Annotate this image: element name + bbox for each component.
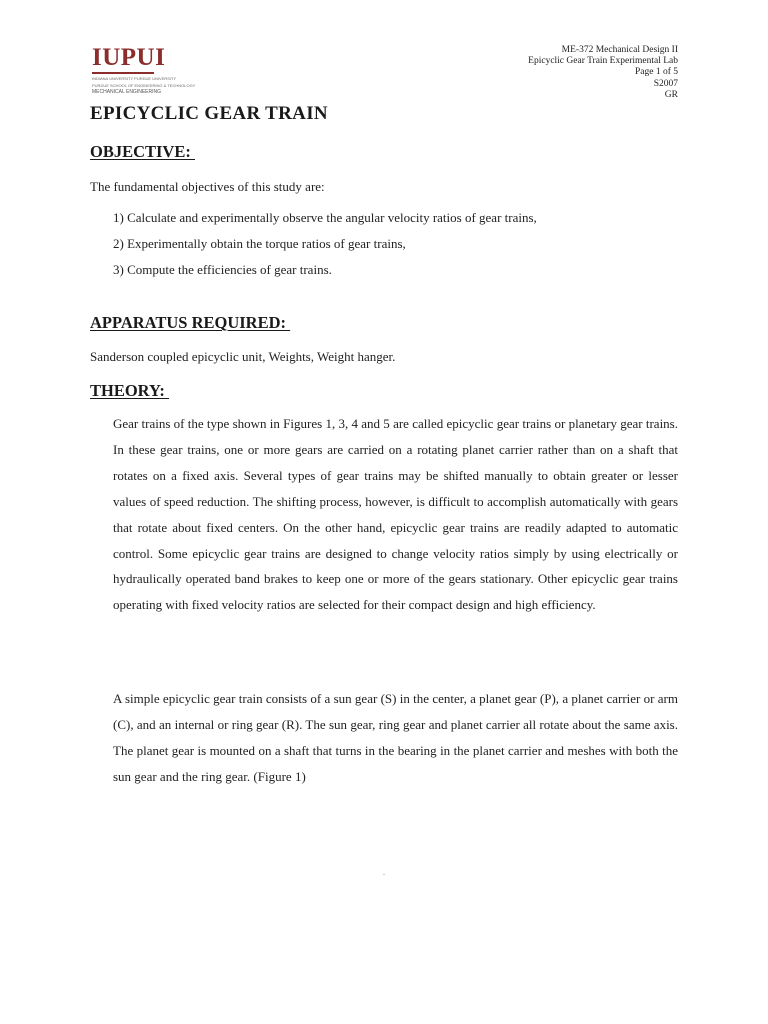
course-name: ME-372 Mechanical Design II (561, 45, 678, 55)
logo-subtitle-university: INDIANA UNIVERSITY PURDUE UNIVERSITY (92, 76, 177, 81)
theory-paragraph-1: Gear trains of the type shown in Figures 1, 3, 4 and 5 are called epicyclic gear trains or planetary gear trains. In these gear trains, one or more gears are carried on a rotating planet carrier rather than on a shaft that rotates on a fixed axis. Several types of gear trains may be shifted manually to obtain greater or lesser values of speed reduction. The shifting process, however, is difficult to accomplish automatically with gears that rotate about fixed centers. On the other hand, epicyclic gear trains are readily adapted to automatic control. Some epicyclic gear trains are designed to change velocity ratios simply by using electrically or hydraulically operated band brakes to keep one or more of the gears stationary. Other epicyclic gear trains operating with fixed velocity ratios are selected for their compact design and high efficiency. (113, 416, 678, 613)
logo-subtitle-school: PURDUE SCHOOL OF ENGINEERING & TECHNOLOGY (92, 83, 196, 88)
page-header-info (528, 45, 678, 101)
logo-divider (92, 72, 154, 74)
objective-intro: The fundamental objectives of this study are: (90, 179, 325, 194)
term: S2007 (653, 78, 678, 89)
author-initials: GR (664, 89, 678, 100)
theory-paragraph-2: A simple epicyclic gear train consists of a sun gear (S) in the center, a planet gear (P), a planet carrier or arm (C), and an internal or ring gear (R). The sun gear, ring gear and planet carrier all rotate about the same axis. The planet gear is mounted on a shaft that turns in the bearing in the planet carrier and meshes with both the sun gear and the ring gear. (Figure 1) (113, 691, 678, 784)
objective-heading: OBJECTIVE: (90, 142, 195, 161)
page-number: Page 1 of 5 (634, 67, 678, 78)
lab-name: Epicyclic Gear Train Experimental Lab (528, 56, 678, 67)
objective-item-3: 3) Compute the efficiencies of gear trains. (113, 262, 332, 277)
apparatus-text: Sanderson coupled epicyclic unit, Weights, Weight hanger. (90, 349, 396, 364)
objective-item-1: 1) Calculate and experimentally observe the angular velocity ratios of gear trains, (113, 210, 537, 225)
apparatus-heading: APPARATUS REQUIRED: (90, 313, 291, 332)
logo-subtitle-department: MECHANICAL ENGINEERING (92, 89, 161, 95)
theory-heading: THEORY: (90, 381, 170, 400)
logo-text: IUPUI (92, 44, 166, 71)
objective-item-2: 2) Experimentally obtain the torque ratios of gear trains, (113, 236, 406, 251)
iupui-logo (92, 44, 196, 95)
footer-mark: . (383, 868, 385, 877)
document-title: EPICYCLIC GEAR TRAIN (90, 103, 328, 124)
